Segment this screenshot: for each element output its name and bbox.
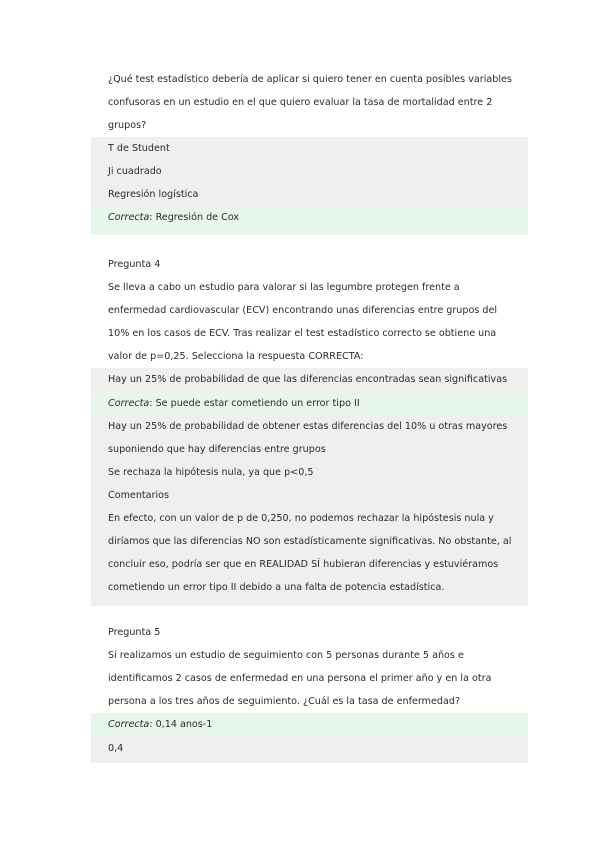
question-5-text-line-1: Si realizamos un estudio de seguimiento con 5 personas durante 5 años e [108,650,464,661]
question-4-answers [91,368,528,606]
comments-title: Comentarios [108,490,170,501]
answer-option: Se rechaza la hipótesis nula, ya que p<0,5 [108,467,314,478]
answer-option: Hay un 25% de probabilidad de que las diferencias encontradas sean significativas [108,374,508,385]
question-4 [91,253,528,606]
correct-answer-text: : Regresión de Cox [149,212,240,223]
correct-answer [91,713,528,737]
question-4-text-line-4: valor de p=0,25. Selecciona la respuesta CORRECTA: [108,351,364,362]
question-4-text-line-2: enfermedad cardiovascular (ECV) encontrando unas diferencias entre grupos del [108,305,498,316]
question-3-text-line-1: ¿Qué test estadístico debería de aplicar si quiero tener en cuenta posibles variables [108,74,512,85]
answer-option: T de Student [108,143,170,154]
answer-option: 0,4 [108,743,124,754]
correct-answer-text: : 0,14 anos-1 [149,719,213,730]
question-5-answers [91,713,528,763]
question-3 [91,68,528,235]
comment-line: concluir eso, podría ser que en REALIDAD SÍ hubieran diferencias y estuviéramos [108,559,499,570]
answer-option-line-1: Hay un 25% de probabilidad de obtener estas diferencias del 10% u otras mayores [108,421,508,432]
correct-label: Correcta [108,212,150,223]
correct-answer-text: : Se puede estar cometiendo un error tipo II [149,398,360,409]
comment-line: En efecto, con un valor de p de 0,250, no podemos rechazar la hipóstesis nula y [108,513,494,524]
comment-line: cometiendo un error tipo II debido a una falta de potencia estadística. [108,582,445,593]
question-3-text-line-2: confusoras en un estudio en el que quiero evaluar la tasa de mortalidad entre 2 [108,97,493,108]
correct-label: Correcta [108,398,150,409]
answer-option-line-2: suponiendo que hay diferencias entre grupos [108,444,326,455]
question-3-text-line-3: grupos? [108,120,147,131]
question-4-title: Pregunta 4 [108,259,161,270]
answer-option: Ji cuadrado [108,166,162,177]
answer-option: Regresión logística [108,189,199,200]
question-5-title: Pregunta 5 [108,627,161,638]
question-3-answers [91,137,528,235]
question-5 [91,621,528,763]
comment-line: diríamos que las diferencias NO son estadísticamente significativas. No obstante, al [108,536,512,547]
correct-label: Correcta [108,719,150,730]
correct-answer [91,206,528,229]
question-5-text-line-3: persona a los tres años de seguimiento. ¿Cuál es la tasa de enfermedad? [108,696,461,707]
question-4-text-line-3: 10% en los casos de ECV. Tras realizar el test estadístico correcto se obtiene una [108,328,497,339]
correct-answer [91,392,528,415]
question-5-text-line-2: identificamos 2 casos de enfermedad en una persona el primer año y en la otra [108,673,492,684]
question-4-text-line-1: Se lleva a cabo un estudio para valorar si las legumbre protegen frente a [108,282,460,293]
